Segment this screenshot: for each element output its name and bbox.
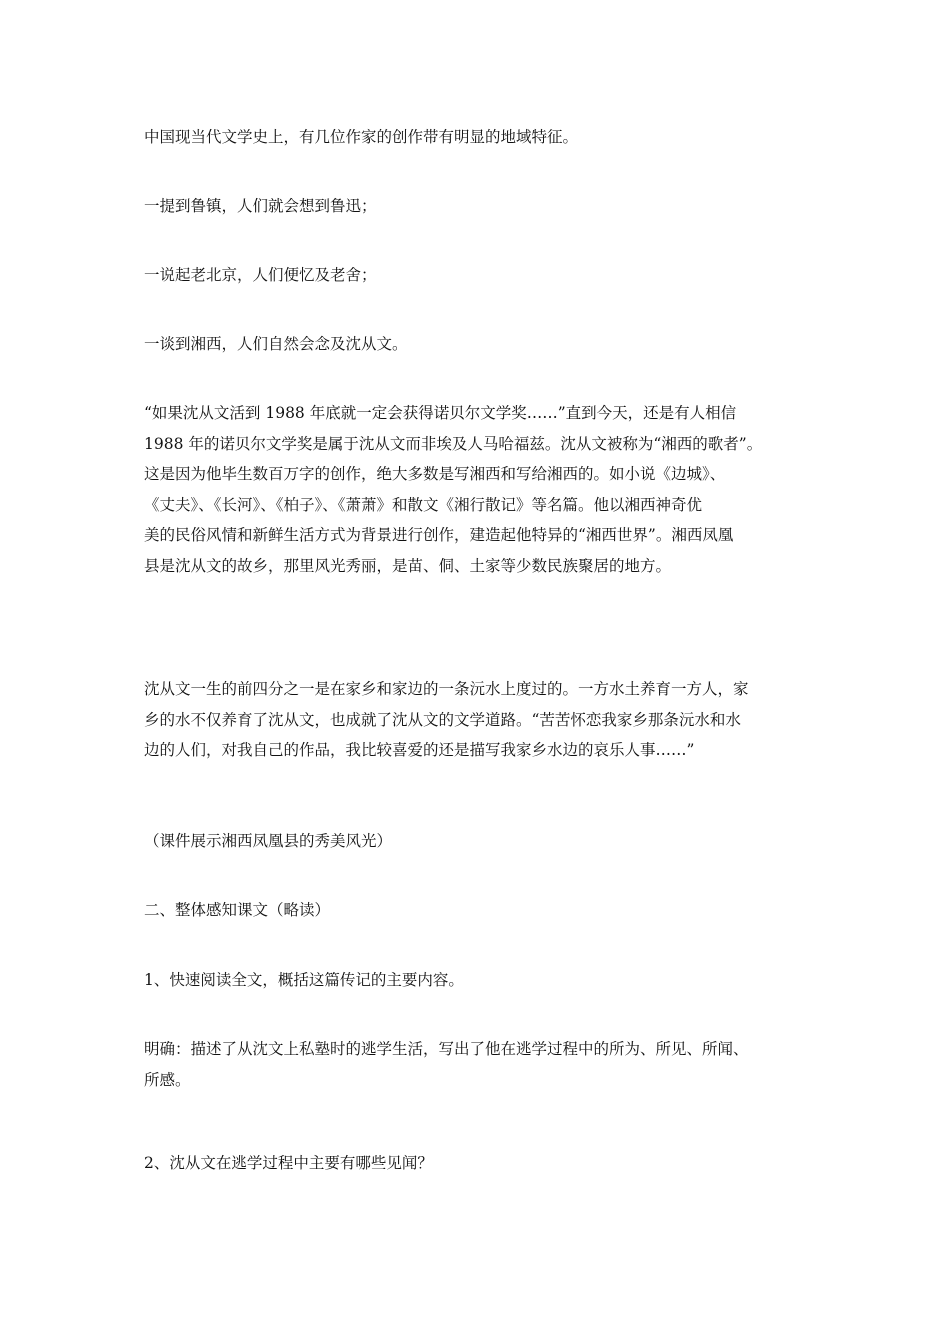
paragraph-line: 一提到鲁镇，人们就会想到鲁迅；	[144, 197, 377, 215]
paragraph-intro	[144, 122, 814, 153]
question-2	[144, 1148, 814, 1179]
paragraph-yuanshui	[144, 674, 814, 766]
paragraph-line: 2、沈从文在逃学过程中主要有哪些见闻？	[144, 1154, 433, 1172]
answer-1	[144, 1034, 814, 1095]
paragraph-nobel	[144, 398, 814, 581]
paragraph-courseware-note	[144, 826, 814, 857]
paragraph-laoshe	[144, 260, 814, 291]
paragraph-line: 所感。	[144, 1070, 191, 1089]
paragraph-line: 一说起老北京，人们便忆及老舍；	[144, 266, 377, 284]
paragraph-line: 二、整体感知课文（略读）	[144, 901, 331, 919]
paragraph-line: 沈从文一生的前四分之一是在家乡和家边的一条沅水上度过的。一方水土养育一方人，家	[144, 680, 749, 698]
paragraph-line: 1988 年的诺贝尔文学奖是属于沈从文而非埃及人马哈福兹。沈从文被称为“湘西的歌者”。	[144, 434, 763, 453]
paragraph-line: 乡的水不仅养育了沈从文，也成就了沈从文的文学道路。“苦苦怀恋我家乡那条沅水和水	[144, 710, 741, 729]
paragraph-line: 中国现当代文学史上，有几位作家的创作带有明显的地域特征。	[144, 128, 579, 146]
section-heading-overview	[144, 895, 814, 926]
paragraph-line: 《丈夫》、《长河》、《柏子》、《萧萧》和散文《湘行散记》等名篇。他以湘西神奇优	[144, 495, 703, 514]
paragraph-line: “如果沈从文活到 1988 年底就一定会获得诺贝尔文学奖……”直到今天，还是有人相信	[144, 404, 737, 422]
paragraph-luxun	[144, 191, 814, 222]
paragraph-line: （课件展示湘西凤凰县的秀美风光）	[144, 832, 393, 850]
paragraph-line: 边的人们，对我自己的作品，我比较喜爱的还是描写我家乡水边的哀乐人事……”	[144, 741, 695, 759]
paragraph-line: 这是因为他毕生数百万字的创作，绝大多数是写湘西和写给湘西的。如小说《边城》、	[144, 465, 726, 483]
paragraph-line: 1、快速阅读全文，概括这篇传记的主要内容。	[144, 971, 464, 989]
paragraph-shencongwen	[144, 329, 814, 360]
paragraph-line: 县是沈从文的故乡，那里风光秀丽，是苗、侗、土家等少数民族聚居的地方。	[144, 556, 672, 575]
question-1	[144, 965, 814, 996]
paragraph-line: 美的民俗风情和新鲜生活方式为背景进行创作，建造起他特异的“湘西世界”。湘西凤凰	[144, 526, 734, 544]
paragraph-line: 一谈到湘西，人们自然会念及沈从文。	[144, 335, 408, 353]
paragraph-line: 明确：描述了从沈文上私塾时的逃学生活，写出了他在逃学过程中的所为、所见、所闻、	[144, 1040, 749, 1058]
